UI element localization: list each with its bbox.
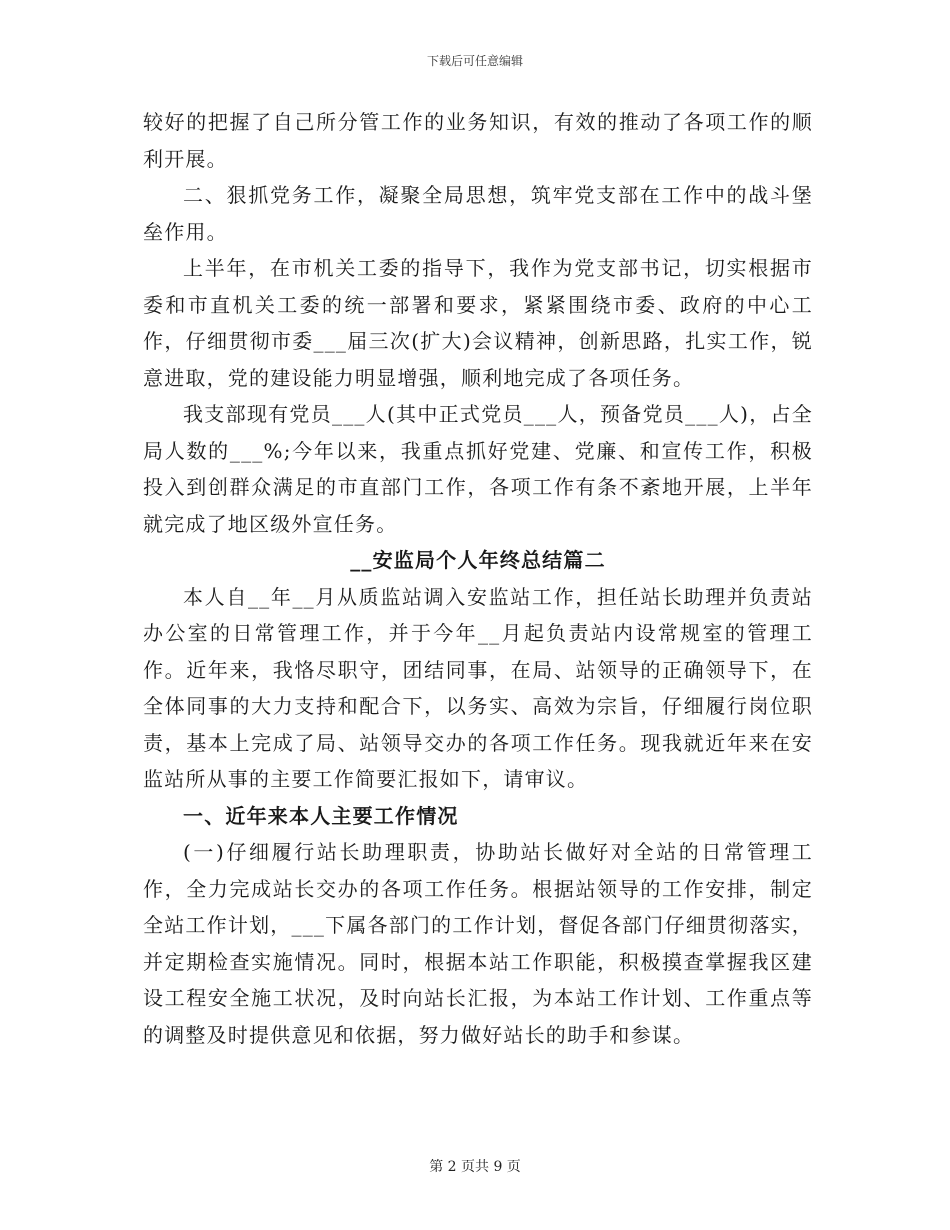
paragraph-assistant-duties: (一)仔细履行站长助理职责，协助站长做好对全站的日常管理工作，全力完成站长交办的各项工作任务。根据站领导的工作安排，制定全站工作计划，___下属各部门的工作计划，督促各部门仔细贯彻落实，并定期检查实施情况。同时，根据本站工作职能，积极摸查掌握我区建设工程安全施工状况，及时向站长汇报，为本站工作计划、工作重点等的调整及时提供意见和依据，努力做好站长的助手和参谋。 (143, 840, 813, 1047)
document-body (143, 104, 813, 1053)
paragraph-introduction: 本人自__年__月从质监站调入安监站工作，担任站长助理并负责站办公室的日常管理工作，并于今年__月起负责站内设常规室的管理工作。近年来，我恪尽职守，团结同事，在局、站领导的正确领导下，在全体同事的大力支持和配合下，以务实、高效为宗旨，仔细履行岗位职责，基本上完成了局、站领导交办的各项工作任务。现我就近年来在安监站所从事的主要工作简要汇报如下，请审议。 (143, 584, 813, 791)
page-number: 第 2 页共 9 页 (429, 1159, 521, 1175)
paragraph-first-half-year: 上半年，在市机关工委的指导下，我作为党支部书记，切实根据市委和市直机关工委的统一部署和要求，紧紧围绕市委、政府的中心工作，仔细贯彻市委___届三次(扩大)会议精神，创新思路，扎实工作，锐意进取，党的建设能力明显增强，顺利地完成了各项任务。 (143, 256, 813, 390)
paragraph-party-members: 我支部现有党员___人(其中正式党员___人，预备党员___人)，占全局人数的___%;今年以来，我重点抓好党建、党廉、和宣传工作，积极投入到创群众满足的市直部门工作，各项工作有条不紊地开展，上半年就完成了地区级外宣任务。 (143, 402, 813, 536)
article-title: __安监局个人年终总结篇二 (350, 548, 606, 572)
paragraph-continuation: 较好的把握了自己所分管工作的业务知识，有效的推动了各项工作的顺利开展。 (143, 110, 813, 171)
section-heading-party-work: 二、狠抓党务工作，凝聚全局思想，筑牢党支部在工作中的战斗堡垒作用。 (143, 183, 813, 244)
section-heading-main-work: 一、近年来本人主要工作情况 (183, 803, 459, 828)
page-header: 下载后可任意编辑 (426, 54, 523, 68)
